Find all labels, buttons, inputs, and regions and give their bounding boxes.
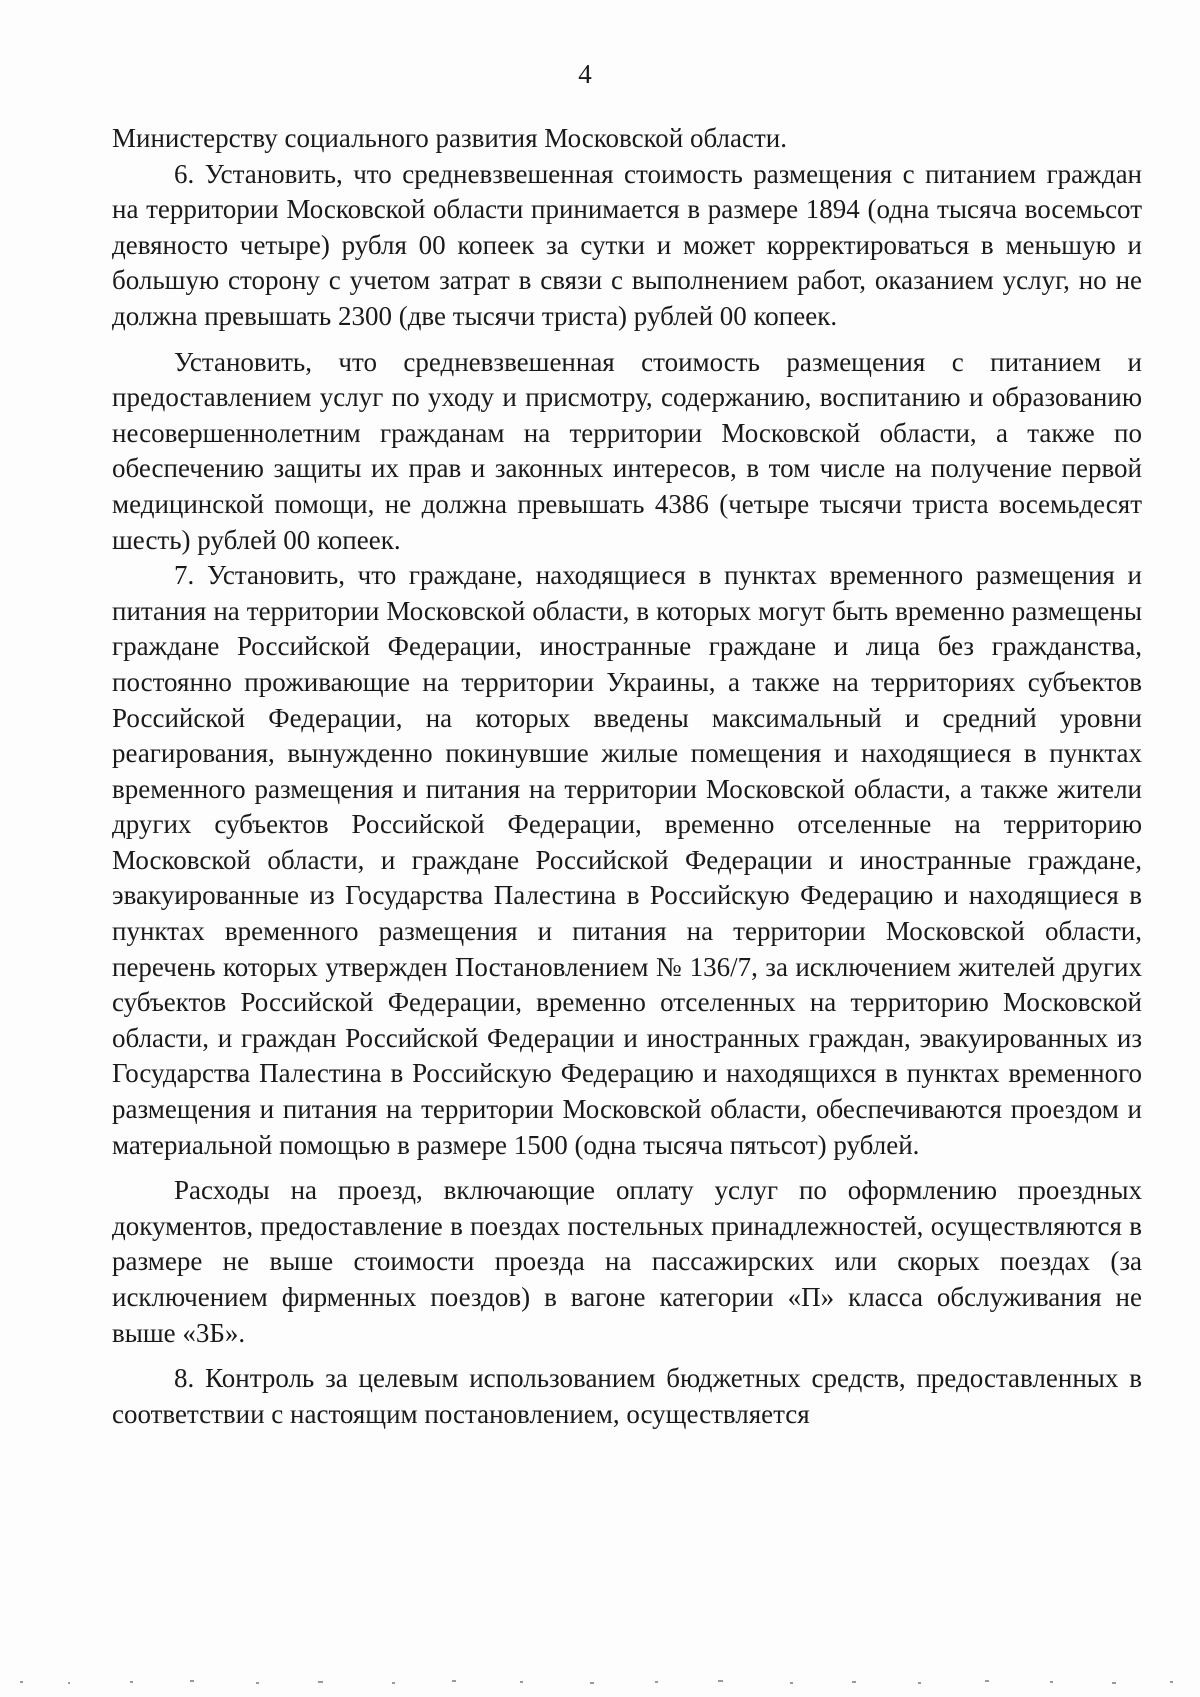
paragraph-item-7: 7. Установить, что граждане, находящиеся в пунктах временного размещения и питания на территории Московской области, в которых могут быть временно размещены граждане Российской Федерации, иностранные граждане и лица без гражданства, постоянно проживающие на территории Украины, а также на территориях субъектов Российской Федерации, на которых введены максимальный и средний уровни реагирования, вынужденно покинувшие жилые помещения и находящиеся в пунктах временного размещения и питания на территории Московской области, а также жители других субъектов Российской Федерации, временно отселенные на территорию Московской области, и граждане Российской Федерации и иностранные граждане, эвакуированные из Государства Палестина в Российскую Федерацию и находящиеся в пунктах временного размещения и питания на территории Московской области, перечень которых утвержден Постановлением № 136/7, за исключением жителей других субъектов Российской Федерации, временно отселенных на территорию Московской области, и граждан Российской Федерации и иностранных граждан, эвакуированных из Государства Палестина в Российскую Федерацию и находящихся в пунктах временного размещения и питания на территории Московской области, обеспечиваются проездом и материальной помощью в размере 1500 (одна тысяча пятьсот) рублей.: [112, 560, 1142, 1160]
paragraph-item-6-weighted-cost: Установить, что средневзвешенная стоимость размещения с питанием и предоставлением услуг по уходу и присмотру, содержанию, воспитанию и образованию несовершеннолетним гражданам на территории Московской области, а также по обеспечению защиты их прав и законных интересов, в том числе на получение первой медицинской помощи, не должна превышать 4386 (четыре тысячи триста восемьдесят шесть) рублей 00 копеек.: [112, 346, 1142, 555]
paragraph-item-6: 6. Установить, что средневзвешенная стоимость размещения с питанием граждан на территории Московской области принимается в размере 1894 (одна тысяча восемьсот девяносто четыре) рубля 00 копеек за сутки и может корректироваться в меньшую и большую сторону с учетом затрат в связи с выполнением работ, оказанием услуг, но не должна превышать 2300 (две тысячи триста) рублей 00 копеек.: [112, 158, 1142, 331]
page-number: 4: [578, 59, 592, 89]
paragraph-item-8: 8. Контроль за целевым использованием бюджетных средств, предоставленных в соответствии с настоящим постановлением, осуществляется: [112, 1363, 1142, 1429]
paragraph-continuation: Министерству социального развития Московской области.: [112, 123, 787, 153]
paragraph-travel-expenses: Расходы на проезд, включающие оплату услуг по оформлению проездных документов, предоставление в поездах постельных принадлежностей, осуществляются в размере не выше стоимости проезда на пассажирских или скорых поездах (за исключением фирменных поездов) в вагоне категории «П» класса обслуживания не выше «3Б».: [112, 1175, 1142, 1348]
scan-noise: [0, 1675, 1200, 1689]
document-body: [112, 121, 1142, 1432]
